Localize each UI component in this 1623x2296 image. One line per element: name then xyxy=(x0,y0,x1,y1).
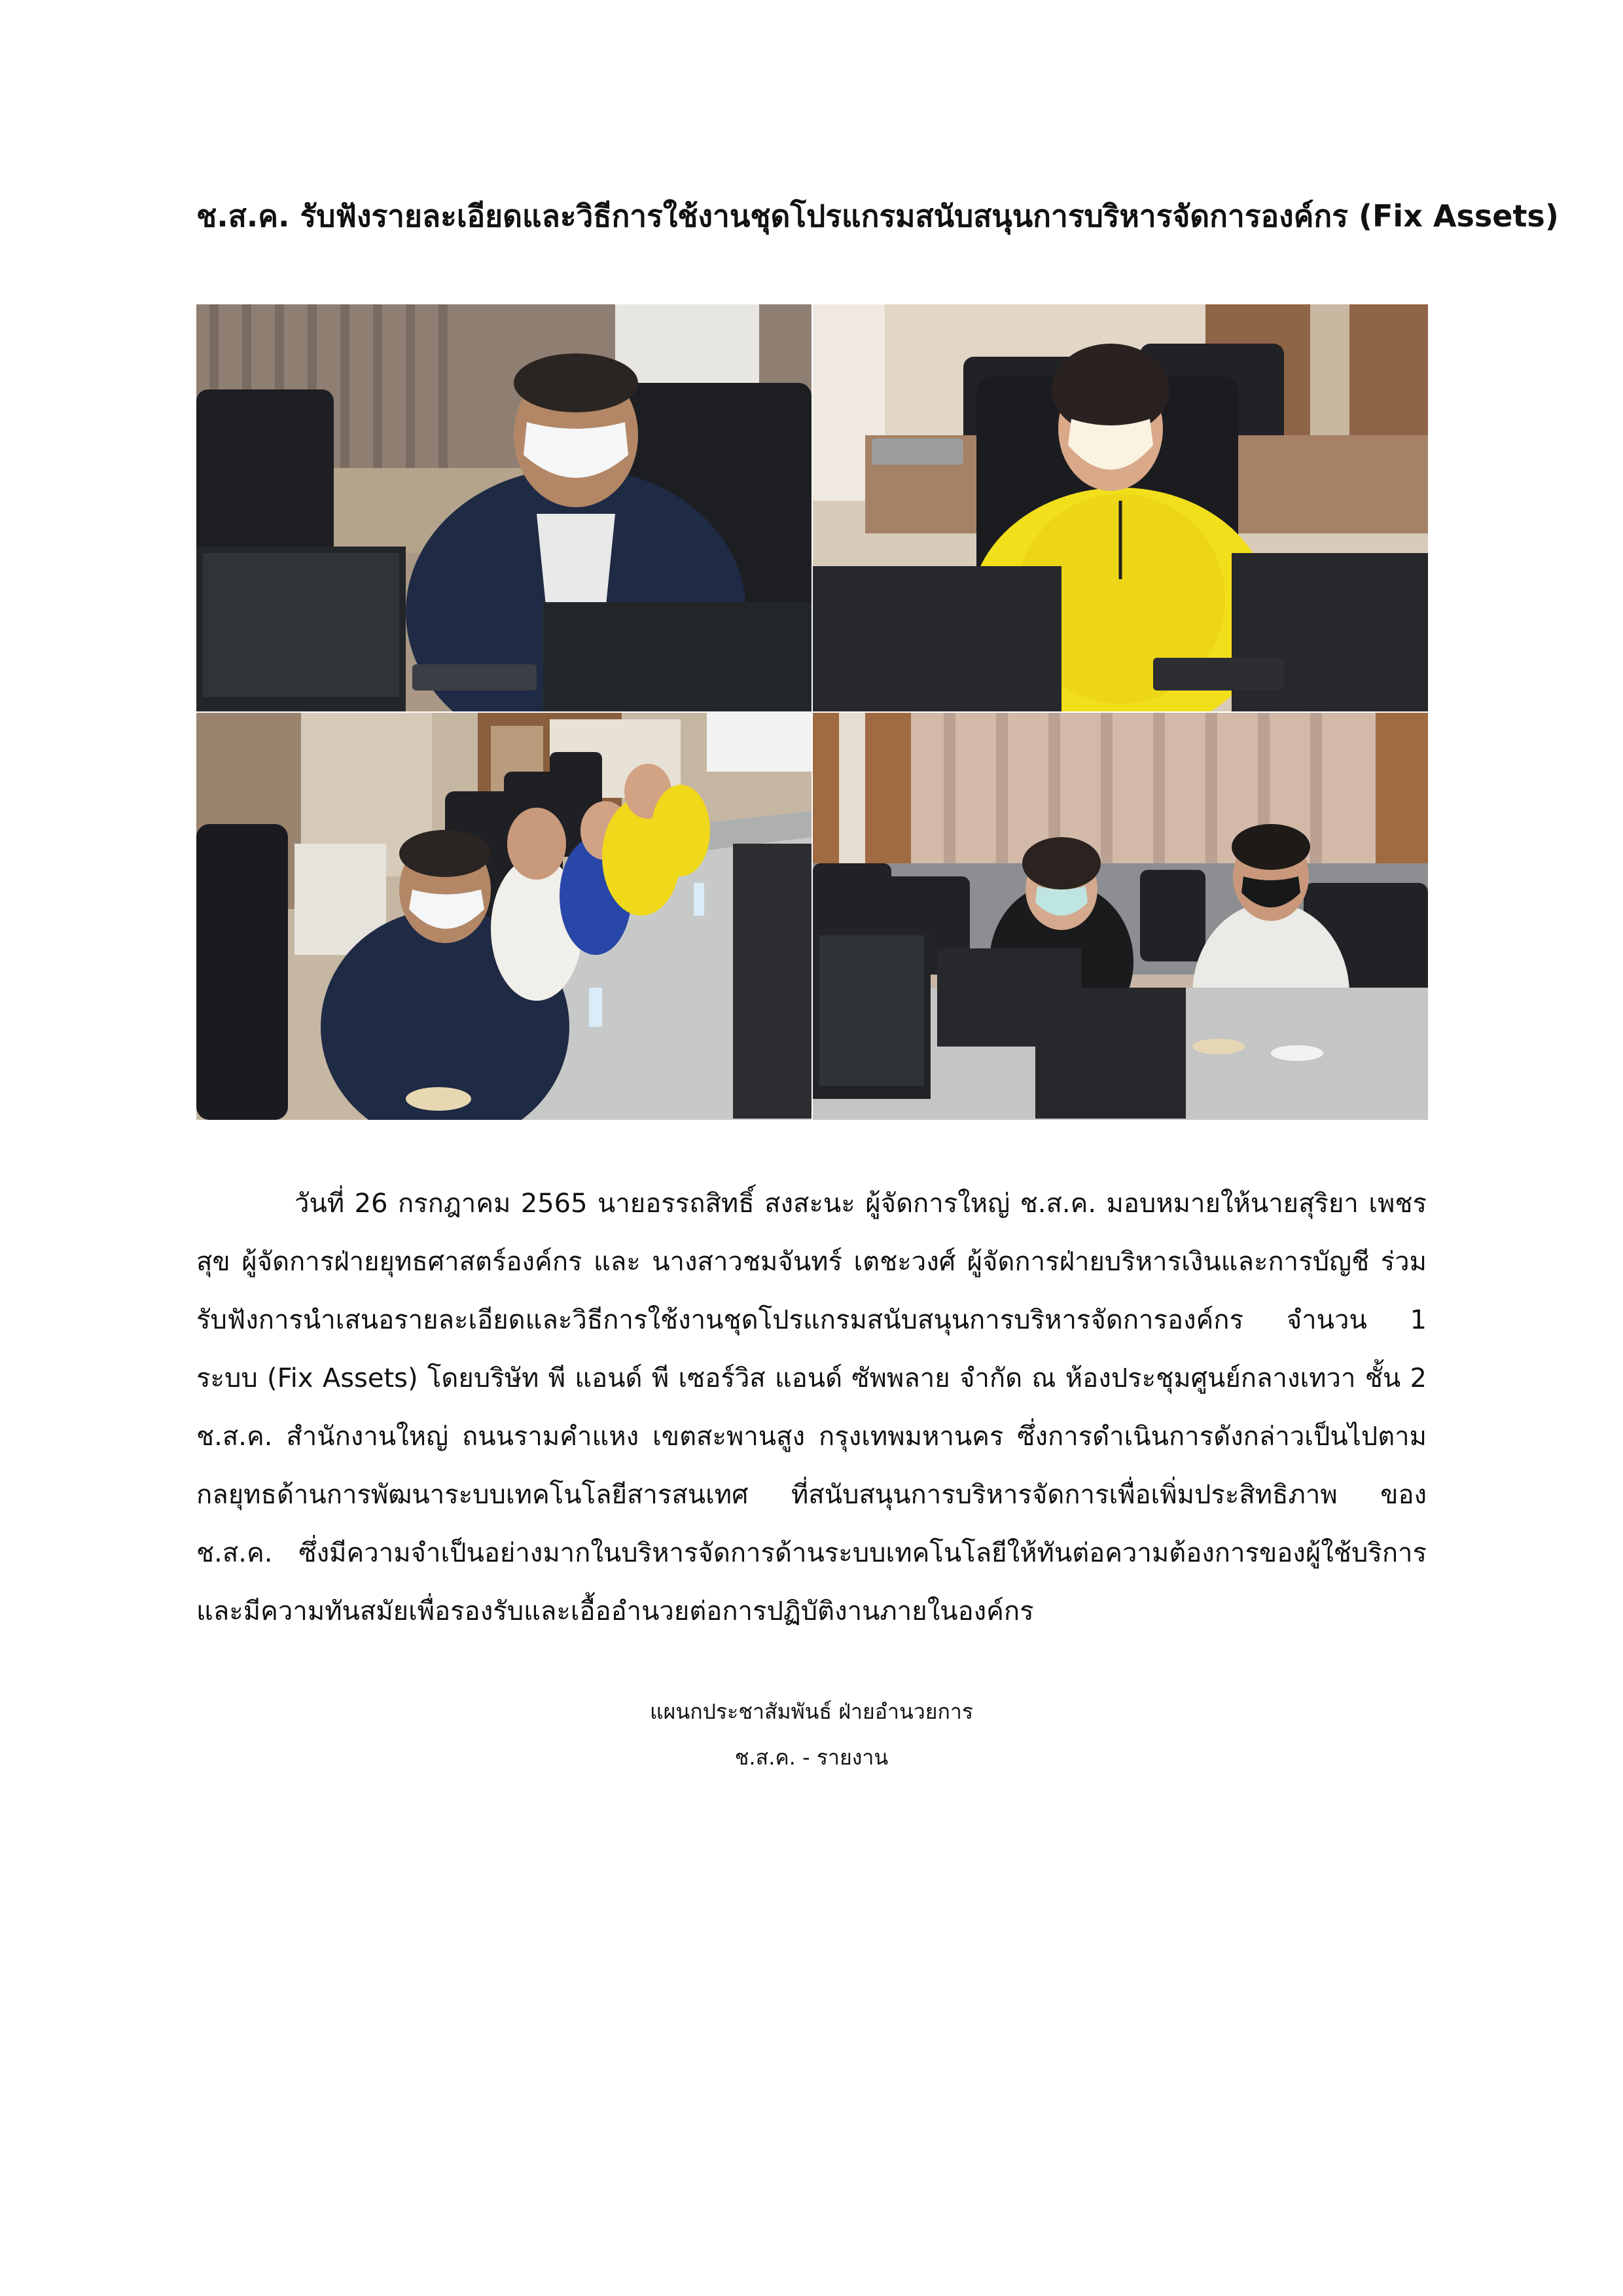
photo-meeting-table xyxy=(196,713,812,1120)
footer-department: แผนกประชาสัมพันธ์ ฝ่ายอำนวยการ xyxy=(649,1699,974,1724)
photo-woman-in-yellow xyxy=(813,304,1428,711)
photo-collage xyxy=(196,304,1427,1119)
article-body: วันที่ 26 กรกฎาคม 2565 นายอรรถสิทธิ์ สงสะนะ ผู้จัดการใหญ่ ช.ส.ค. มอบหมายให้นายสุริยา เพชรสุข ผู้จัดการฝ่ายยุทธศาสตร์องค์กร และ นางสาวชมจันทร์ เตชะวงศ์ ผู้จัดการฝ่ายบริหารเงินและการบัญชี ร่วมรับฟังการนำเสนอรายละเอียดและวิธีการใช้งานชุดโปรแกรมสนับสนุนการบริหารจัดการองค์กร จำนวน 1 ระบบ (Fix Assets) โดยบริษัท พี แอนด์ พี เซอร์วิส แอนด์ ซัพพลาย จำกัด ณ ห้องประชุมศูนย์กลางเทวา ชั้น 2 ช.ส.ค. สำนักงานใหญ่ ถนนรามคำแหง เขตสะพานสูง กรุงเทพมหานคร ซึ่งการดำเนินการดังกล่าวเป็นไปตามกลยุทธด้านการพัฒนาระบบเทคโนโลยีสารสนเทศ ที่สนับสนุนการบริหารจัดการเพื่อเพิ่มประสิทธิภาพ ของ ช.ส.ค. ซึ่งมีความจำเป็นอย่างมากในบริหารจัดการด้านระบบเทคโนโลยีให้ทันต่อความต้องการของผู้ใช้บริการและมีความทันสมัยเพื่อรองรับและเอื้ออำนวยต่อการปฏิบัติงานภายในองค์กร xyxy=(196,1189,1427,1626)
page-title: ช.ส.ค. รับฟังรายละเอียดและวิธีการใช้งานชุดโปรแกรมสนับสนุนการบริหารจัดการองค์กร (Fix Assets) xyxy=(196,198,1559,234)
photo-two-attendees xyxy=(813,713,1428,1120)
footer-report: ช.ส.ค. - รายงาน xyxy=(734,1745,889,1770)
photo-man-in-mask xyxy=(196,304,812,711)
